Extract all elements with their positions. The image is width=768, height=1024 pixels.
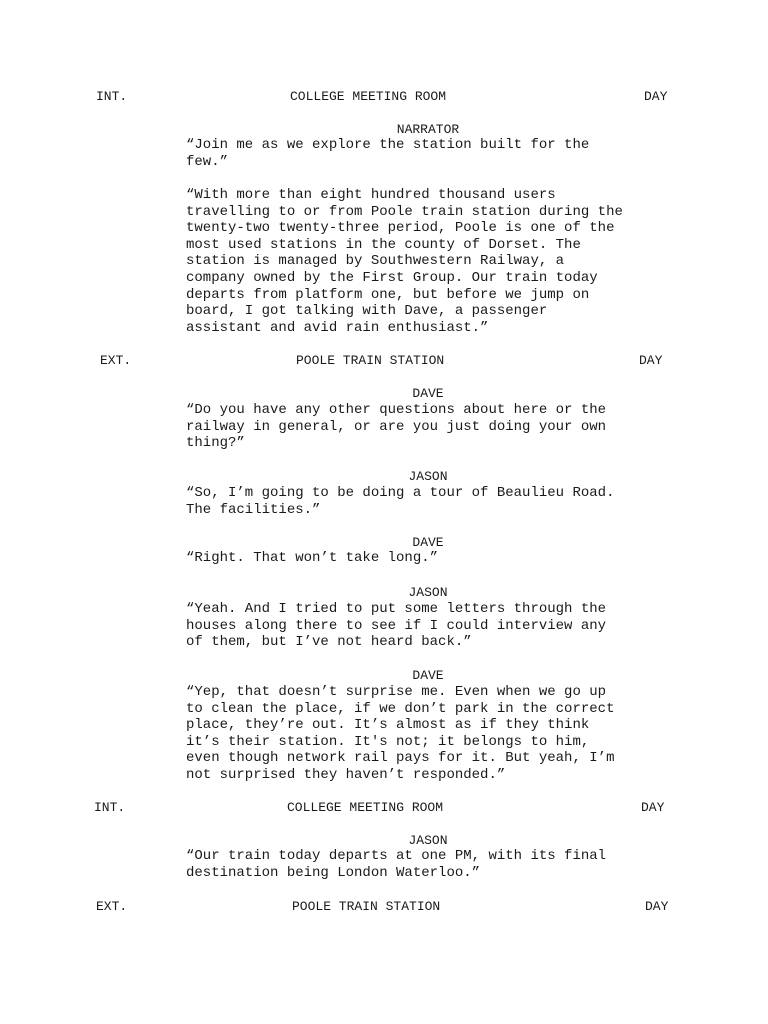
dialogue-block [186, 550, 686, 567]
dialogue-block [186, 402, 686, 452]
dialogue-line: not surprised they haven’t responded.” [186, 766, 506, 783]
scene-heading [0, 799, 768, 817]
dialogue-line: “Join me as we explore the station built for the [186, 137, 590, 153]
dialogue-line: “Do you have any other questions about here or the [186, 402, 607, 418]
dialogue-block [186, 848, 686, 881]
character-cue: JASON [408, 585, 448, 600]
scene-heading-time: DAY [644, 89, 668, 104]
character-cue: DAVE [412, 668, 444, 683]
scene-heading-int-ext: EXT. [100, 353, 132, 368]
dialogue-line: “So, I’m going to be doing a tour of Beaulieu Road. [186, 485, 615, 501]
scene-heading-time: DAY [641, 800, 665, 815]
character-cue: DAVE [412, 386, 444, 401]
dialogue-line: assistant and avid rain enthusiast.” [186, 319, 489, 336]
dialogue-line: travelling to or from Poole train station during the [186, 203, 623, 220]
dialogue-line: houses along there to see if I could interview any [186, 617, 607, 634]
dialogue-line: The facilities.” [186, 501, 321, 518]
scene-heading-time: DAY [645, 899, 669, 914]
dialogue-line: board, I got talking with Dave, a passenger [186, 303, 548, 320]
scene-heading-location: POOLE TRAIN STATION [296, 353, 445, 368]
character-cue: NARRATOR [396, 122, 460, 137]
dialogue-line: of them, but I’ve not heard back.” [186, 634, 472, 651]
dialogue-line: “Yep, that doesn’t surprise me. Even when we go up [186, 684, 607, 700]
dialogue-block [186, 684, 686, 784]
dialogue-line: most used stations in the county of Dorset. The [186, 236, 581, 253]
dialogue-line: few.” [186, 153, 229, 170]
scene-heading-int-ext: EXT. [96, 899, 128, 914]
scene-heading-time: DAY [639, 353, 663, 368]
character-cue: JASON [408, 469, 448, 484]
dialogue-line: “Yeah. And I tried to put some letters through the [186, 601, 607, 617]
scene-heading-location: COLLEGE MEETING ROOM [290, 89, 447, 104]
scene-heading [0, 898, 768, 916]
dialogue-line: “Right. That won’t take long.” [186, 550, 439, 566]
dialogue-line: place, they’re out. It’s almost as if they think [186, 717, 590, 734]
dialogue-block [186, 601, 686, 651]
dialogue-line: station is managed by Southwestern Railway, a [186, 253, 565, 270]
dialogue-line: it’s their station. It's not; it belongs to him, [186, 733, 590, 750]
scene-heading-int-ext: INT. [96, 89, 128, 104]
dialogue-line: even though network rail pays for it. But yeah, I’m [186, 750, 615, 767]
dialogue-line: thing?” [186, 435, 245, 452]
dialogue-line: “With more than eight hundred thousand users [186, 187, 556, 203]
dialogue-line: to clean the place, if we don’t park in the correct [186, 700, 615, 717]
dialogue-block [186, 137, 686, 170]
dialogue-line: twenty-two twenty-three period, Poole is one of the [186, 220, 615, 237]
dialogue-line: departs from platform one, but before we jump on [186, 286, 590, 303]
dialogue-block [186, 187, 686, 336]
dialogue-line: destination being London Waterloo.” [186, 864, 481, 881]
character-cue: JASON [408, 833, 448, 848]
scene-heading-int-ext: INT. [94, 800, 126, 815]
dialogue-line: “Our train today departs at one PM, with its final [186, 848, 607, 864]
scene-heading [0, 352, 768, 370]
scene-heading [0, 88, 768, 106]
scene-heading-location: COLLEGE MEETING ROOM [287, 800, 444, 815]
dialogue-line: company owned by the First Group. Our train today [186, 269, 598, 286]
dialogue-block [186, 485, 686, 518]
scene-heading-location: POOLE TRAIN STATION [292, 899, 441, 914]
character-cue: DAVE [412, 535, 444, 550]
dialogue-line: railway in general, or are you just doing your own [186, 418, 607, 435]
